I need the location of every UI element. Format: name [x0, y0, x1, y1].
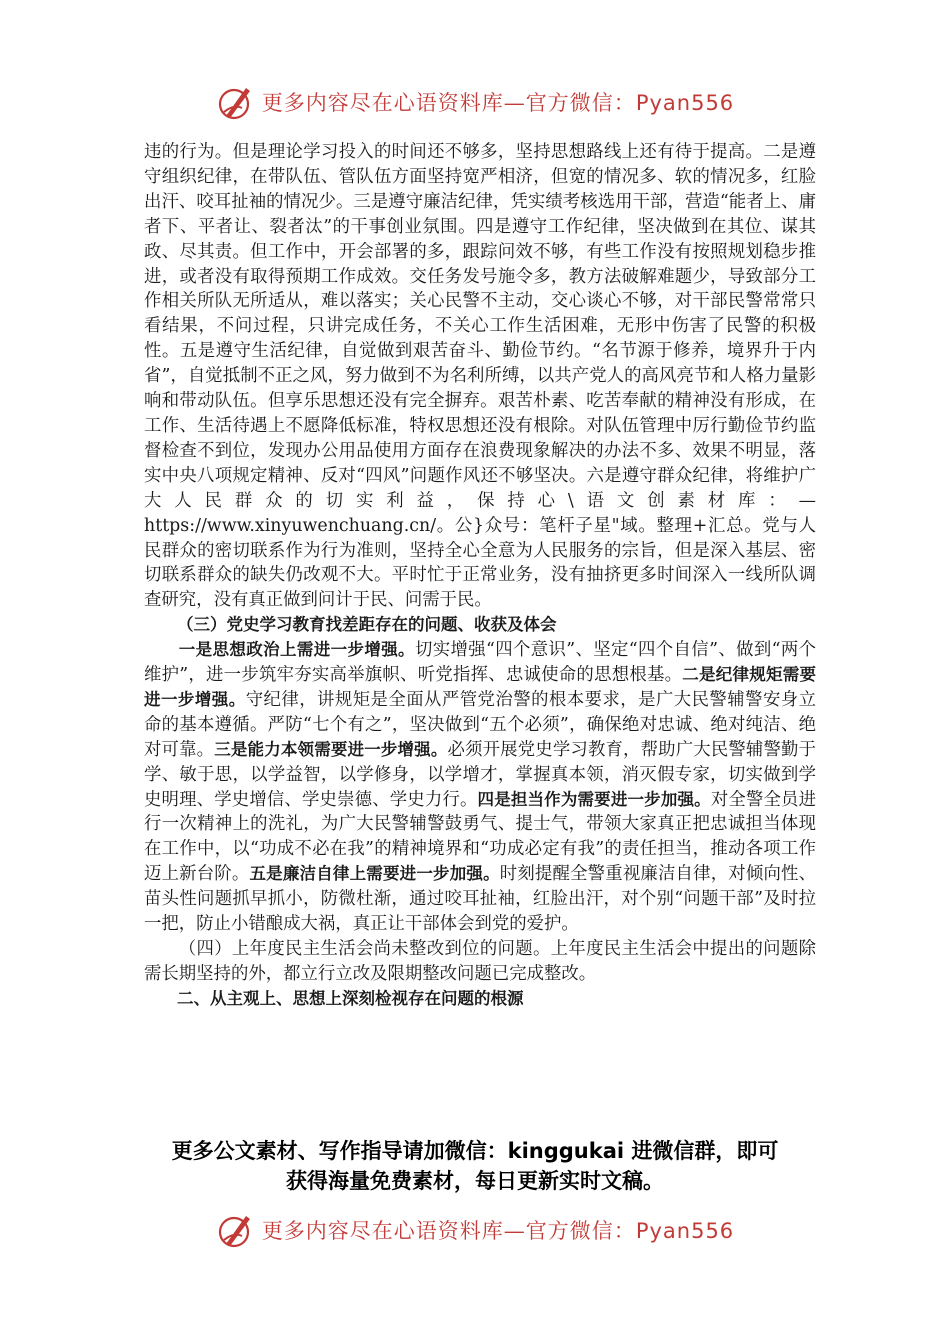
paragraph-discipline: 违的行为。但是理论学习投入的时间还不够多，坚持思想路线上还有待于提高。二是遵守组织纪律，在带队伍、管队伍方面坚持宽严相济，但宽的情况多、软的情况多，红脸出汗、咬耳扯袖的情况少。三是遵守廉洁纪律，凭实绩考核选用干部，营造“能者上、庸者下、平者让、裂者汰”的干事创业氛围。四是遵守工作纪律，坚决做到在其位、谋其政、尽其责。但工作中，开会部署的多，跟踪问效不够，有些工作没有按照规划稳步推进，或者没有取得预期工作成效。交任务发号施令多，教方法破解难题少，导致部分工作相关所队无所适从，难以落实；关心民警不主动，交心谈心不够，对干部民警常常只看结果，不问过程，只讲完成任务，不关心工作生活困难，无形中伤害了民警的积极性。五是遵守生活纪律，自觉做到艰苦奋斗、勤俭节约。“名节源于修养，境界升于内省”，自觉抵制不正之风，努力做到不为名利所缚，以共产党人的高风亮节和人格力量影响和带动队伍。但享乐思想还没有完全摒弃。艰苦朴素、吃苦奉献的精神没有形成，在工作、生活待遇上不愿降低标准，特权思想还没有根除。对队伍管理中厉行勤俭节约监督检查不到位，发现办公用品使用方面存在浪费现象解决的办法不多、效果不明显，落实中央八项规定精神、反对“四风”问题作风还不够坚决。六是遵守群众纪律，将维护广大人民群众的切实利益，保持心\语文创素材库：—https://www.xinyuwenchuang.cn/。公}众号：笔杆子星"域。整理+汇总。党与人民群众的密切联系作为行为准则，坚持全心全意为人民服务的宗旨，但是深入基层、密切联系群众的缺失仍改观不大。平时忙于正常业务，没有抽挤更多时间深入一线所队调查研究，没有真正做到问计于民、问需于民。	[144, 142, 816, 611]
footer-banner-text: 更多内容尽在心语资料库—官方微信：Pyan556	[261, 1219, 735, 1243]
quill-logo-icon	[216, 1210, 256, 1250]
point-3-title: 三是能力本领需要进一步增强。	[214, 739, 448, 759]
paragraph-rectification: （四）上年度民主生活会尚未整改到位的问题。上年度民主生活会中提出的问题除需长期坚持的外，都立行立改及限期整改问题已完成整改。	[144, 939, 816, 984]
promo-line-1: 更多公文素材、写作指导请加微信：kinggukai 进微信群，即可	[171, 1139, 779, 1163]
point-4-title: 四是担当作为需要进一步加强。	[477, 789, 711, 809]
promo-line-2: 获得海量免费素材，每日更新实时文稿。	[286, 1169, 664, 1193]
section-heading-roots: 二、从主观上、思想上深刻检视存在问题的根源	[177, 988, 524, 1008]
header-wechat-id: Pyan556	[635, 91, 735, 115]
header-banner	[0, 80, 950, 124]
promo-block	[120, 1136, 830, 1196]
footer-banner	[0, 1208, 950, 1252]
document-body	[144, 140, 816, 1012]
quill-logo-icon	[216, 82, 256, 122]
point-2-title: 二是纪律规矩需要进一步增强。	[144, 665, 816, 709]
section-heading-3: （三）党史学习教育找差距存在的问题、收获及体会	[177, 615, 557, 635]
point-1-title: 一是思想政治上需进一步增强。	[178, 640, 415, 660]
header-banner-text: 更多内容尽在心语资料库—官方微信：Pyan556	[261, 91, 735, 115]
point-5-title: 五是廉洁自律上需要进一步加强。	[249, 864, 500, 884]
paragraph-party-history: 一是思想政治上需进一步增强。切实增强“四个意识”、坚定“四个自信”、做到“两个维护”，进一步筑牢夯实高举旗帜、听党指挥、忠诚使命的思想根基。二是纪律规矩需要进一步增强。守纪律，讲规矩是全面从严管党治警的根本要求，是广大民警辅警安身立命的基本遵循。严防“七个有之”，坚决做到“五个必须”，确保绝对忠诚、绝对纯洁、绝对可靠。三是能力本领需要进一步增强。必须开展党史学习教育，帮助广大民警辅警勤于学、敏于思，以学益智，以学修身，以学增才，掌握真本领，消灭假专家，切实做到学史明理、学史增信、学史崇德、学史力行。四是担当作为需要进一步加强。对全警全员进行一次精神上的洗礼，为广大民警辅警鼓勇气、提士气，带领大家真正把忠诚担当体现在工作中，以“功成不必在我”的精神境界和“功成必定有我”的责任担当，推动各项工作迈上新台阶。五是廉洁自律上需要进一步加强。时刻提醒全警重视廉洁自律，对倾向性、苗头性问题抓早抓小，防微杜渐，通过咬耳扯袖，红脸出汗，对个别“问题干部”及时拉一把，防止小错酿成大祸，真正让干部体会到党的爱护。	[144, 640, 817, 935]
footer-wechat-id: Pyan556	[635, 1219, 735, 1243]
